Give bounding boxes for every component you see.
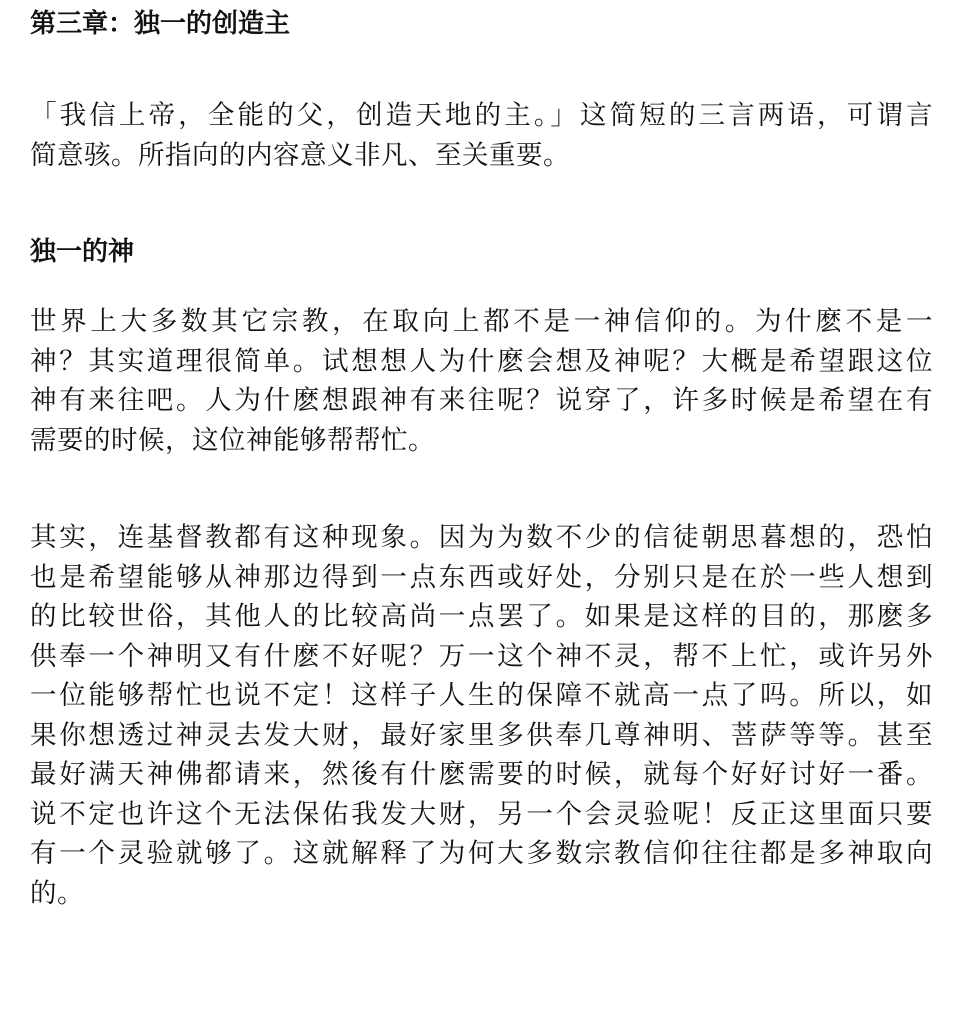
section-title: 独一的神 xyxy=(30,237,135,267)
paragraph-line: 其实，连基督教都有这种现象。因为为数不少的信徒朝思暮想的，恐怕 xyxy=(30,522,933,553)
intro-paragraph xyxy=(30,96,933,175)
paragraph-line: 一位能够帮忙也说不定！这样子人生的保障不就高一点了吗。所以，如 xyxy=(30,680,933,711)
paragraph-line: 世界上大多数其它宗教，在取向上都不是一神信仰的。为什麽不是一 xyxy=(30,306,933,337)
chapter-title: 第三章：独一的创造主 xyxy=(30,9,291,39)
body-paragraph-1 xyxy=(30,302,933,460)
paragraph-line: 说不定也许这个无法保佑我发大财，另一个会灵验呢！反正这里面只要 xyxy=(30,798,933,830)
paragraph-line: 果你想透过神灵去发大财，最好家里多供奉几尊神明、菩萨等等。甚至 xyxy=(30,719,933,751)
paragraph-line: 需要的时候，这位神能够帮帮忙。 xyxy=(30,424,435,456)
paragraph-line: 也是希望能够从神那边得到一点东西或好处，分别只是在於一些人想到 xyxy=(30,561,933,593)
paragraph-line: 「我信上帝，全能的父，创造天地的主。」这简短的三言两语，可谓言 xyxy=(30,100,933,131)
paragraph-line: 最好满天神佛都请来，然後有什麽需要的时候，就每个好好讨好一番。 xyxy=(30,759,933,790)
paragraph-line: 的比较世俗，其他人的比较高尚一点罢了。如果是这样的目的，那麽多 xyxy=(30,601,933,632)
paragraph-line: 的。 xyxy=(30,877,84,909)
body-paragraph-2 xyxy=(30,518,933,913)
paragraph-line: 简意骇。所指向的内容意义非凡、至关重要。 xyxy=(30,139,570,171)
paragraph-line: 神有来往吧。人为什麽想跟神有来往呢？说穿了，许多时候是希望在有 xyxy=(30,385,933,416)
paragraph-line: 有一个灵验就够了。这就解释了为何大多数宗教信仰往往都是多神取向 xyxy=(30,838,933,869)
paragraph-line: 神？其实道理很简单。试想想人为什麽会想及神呢？大概是希望跟这位 xyxy=(30,345,933,377)
paragraph-line: 供奉一个神明又有什麽不好呢？万一这个神不灵，帮不上忙，或许另外 xyxy=(30,640,933,672)
